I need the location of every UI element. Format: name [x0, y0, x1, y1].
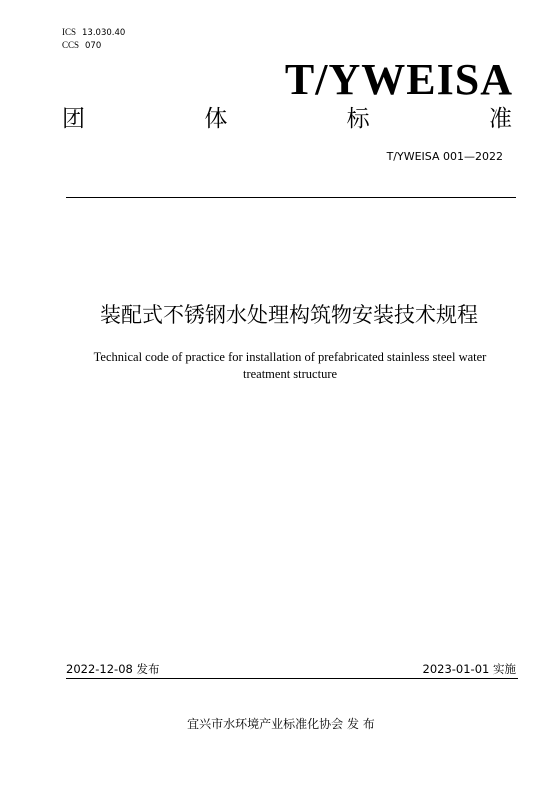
standard-number: T/YWEISA 001—2022 [386, 150, 503, 163]
english-title-line: Technical code of practice for installation of prefabricated stainless steel water [93, 350, 487, 364]
issuing-organization: 宜兴市水环境产业标准化协会 发 布 [187, 717, 375, 731]
header-divider [66, 197, 516, 198]
ccs-value: 070 [85, 41, 102, 51]
ics-label: ICS [62, 27, 77, 37]
organization-code: T/YWEISA [284, 55, 513, 104]
standard-kind-char: 体 [204, 106, 228, 132]
ccs-classification [62, 40, 101, 52]
document-title-chinese: 装配式不锈钢水处理构筑物安装技术规程 [100, 303, 478, 327]
standard-kind [62, 105, 512, 133]
standard-kind-char: 标 [346, 106, 370, 132]
ics-classification [62, 27, 125, 39]
document-title-english [60, 349, 520, 383]
footer-divider [66, 678, 518, 679]
implementation-date: 2023-01-01 实施 [422, 662, 516, 676]
ics-value: 13.030.40 [82, 28, 126, 38]
issue-date: 2022-12-08 发布 [66, 662, 160, 676]
standard-kind-char: 团 [62, 106, 85, 132]
english-title-line: treatment structure [242, 367, 338, 381]
standard-kind-char: 准 [488, 106, 512, 132]
ccs-label: CCS [62, 40, 80, 50]
